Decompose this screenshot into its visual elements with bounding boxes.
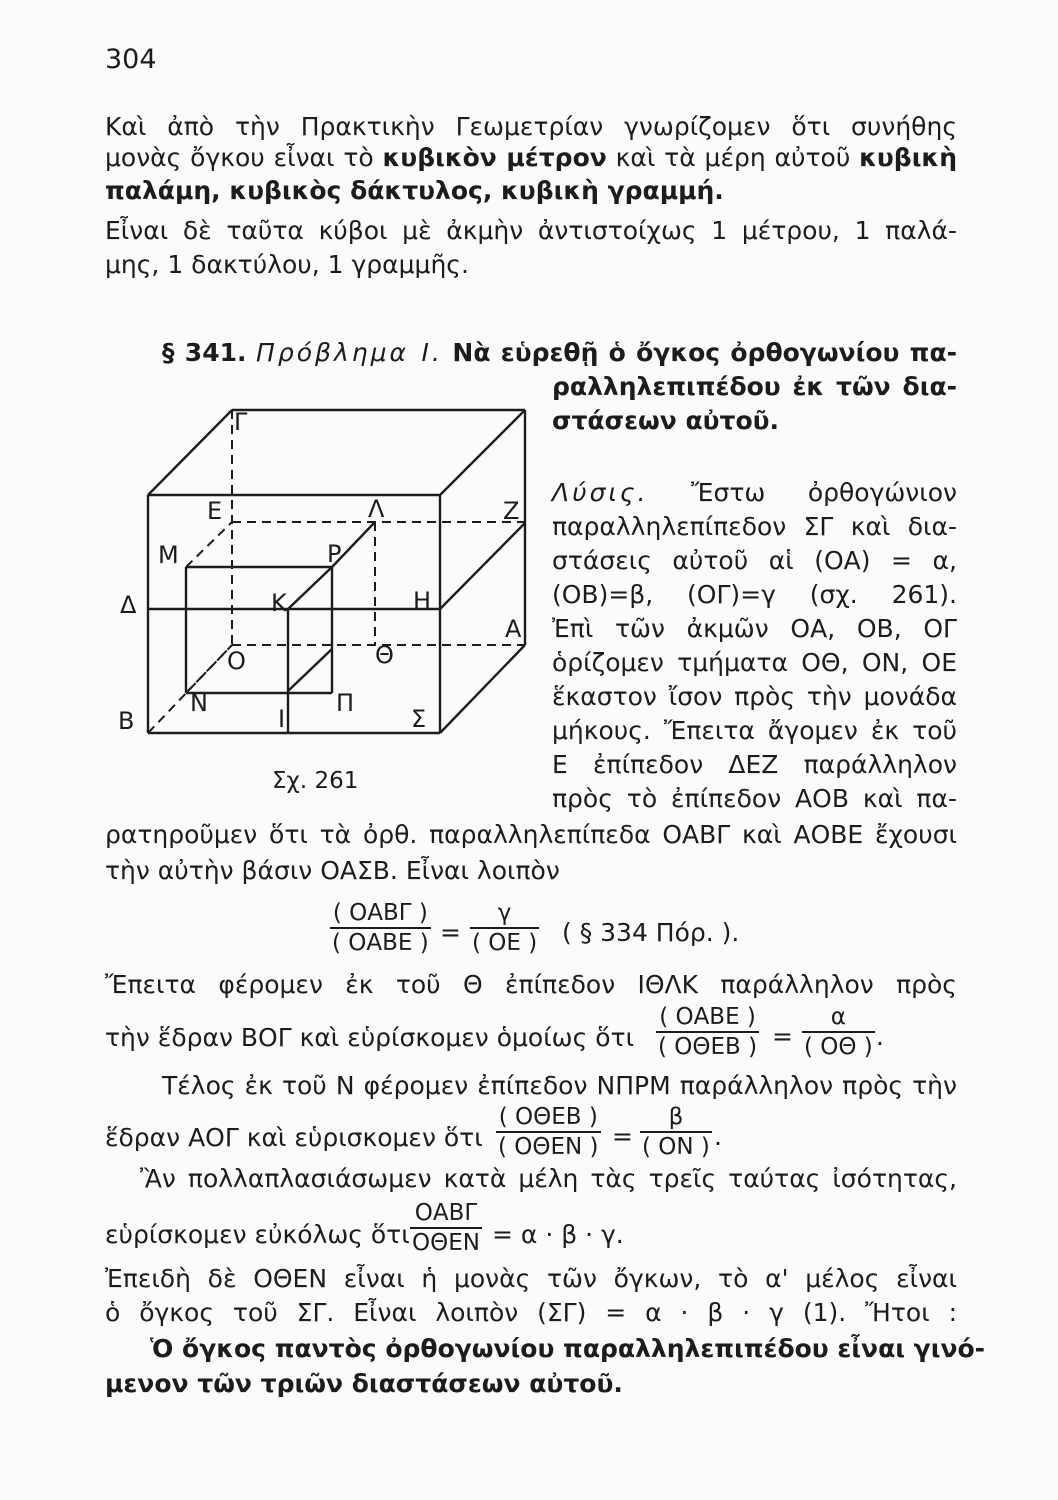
figure-261 (110, 395, 555, 815)
label-beta: Β (118, 707, 135, 735)
period: . (714, 1122, 722, 1151)
equals-sign: = (612, 1122, 633, 1151)
para4-line2: ἕδραν ΑΟΓ καὶ εὑρισκομεν ὅτι (105, 1123, 483, 1152)
numerator: ( ΟΘΕΒ ) (498, 1104, 598, 1130)
label-kappa: Κ (271, 589, 287, 617)
solution-line4: (ΟΒ)=β, (ΟΓ)=γ (σχ. 261). (552, 580, 957, 609)
para4-line1: Τέλος ἐκ τοῦ Ν φέρομεν ἐπίπεδον ΝΠΡΜ παράλληλον πρὸς τὴν (162, 1071, 957, 1100)
label-mu: Μ (158, 541, 179, 569)
edge (288, 649, 332, 691)
eq4-right-side: = α · β · γ. (492, 1220, 624, 1249)
denominator: ( ΟΝ ) (640, 1131, 712, 1160)
problem-text: Νὰ εὑρεθῇ ὁ ὄγκος ὀρθογωνίου πα- (452, 338, 958, 367)
denominator: ( ΟΘΕΒ ) (656, 1031, 759, 1060)
bold-term: κυβικὴ (859, 143, 957, 172)
numerator: γ (497, 900, 512, 926)
figure-caption: Σχ. 261 (272, 768, 359, 794)
numerator: α (830, 1004, 846, 1030)
page-number: 304 (105, 44, 157, 75)
edge (440, 645, 525, 733)
text: καὶ τὰ μέρη αὐτοῦ (606, 143, 860, 172)
label-omicron: Ο (227, 647, 246, 675)
label-zeta: Ζ (503, 497, 520, 525)
para2-line1: Εἶναι δὲ ταῦτα κύβοι μὲ ἀκμὴν ἀντιστοίχως 1 μέτρου, 1 παλά- (105, 216, 957, 245)
numerator: β (668, 1104, 684, 1130)
period: . (876, 1022, 884, 1051)
section-number: § 341. (162, 338, 247, 367)
problem-label: Πρόβλημα I. (256, 338, 443, 367)
eq2-fraction-left (656, 1004, 759, 1060)
label-rho: Ρ (327, 540, 342, 568)
eq1-fraction-right (470, 900, 539, 956)
para1-line2 (105, 143, 957, 173)
denominator: ( ΟΕ ) (470, 927, 539, 956)
problem-line2: ραλληλεπιπέδου ἐκ τῶν δια- (552, 372, 957, 401)
edge (148, 410, 232, 495)
label-epsilon: Ε (207, 497, 223, 525)
edge (440, 410, 525, 495)
label-pi: Π (336, 689, 355, 717)
solution-line7: ἕκαστον ἴσον πρὸς τὴν μονάδα (552, 682, 957, 711)
para3-line2: τὴν ἕδραν ΒΟΓ καὶ εὑρίσκομεν ὁμοίως ὅτι (105, 1023, 635, 1052)
denominator: ΟΘΕΝ (410, 1227, 482, 1256)
solution-line6: ὁρίζομεν τμήματα ΟΘ, ΟΝ, ΟΕ (552, 648, 957, 677)
eq4-fraction (410, 1200, 482, 1256)
label-iota: Ι (278, 705, 286, 733)
solution-line1 (552, 478, 957, 508)
equals-sign: = (772, 1022, 793, 1051)
label-sigma: Σ (411, 705, 427, 733)
para5-line1: Ἂν πολλαπλασιάσωμεν κατὰ μέλη τὰς τρεῖς ταύτας ἰσότητας, (140, 1164, 957, 1193)
solution-line2: παραλληλεπίπεδον ΣΓ καὶ δια- (552, 512, 957, 541)
para1-line3: παλάμη, κυβικὸς δάκτυλος, κυβικὴ γραμμή. (105, 176, 724, 205)
label-eta: Η (413, 587, 432, 615)
text: Ἔστω ὀρθογώνιον (691, 478, 957, 507)
edge (440, 523, 525, 609)
para6-line1: Ἐπειδὴ δὲ ΟΘΕΝ εἶναι ἡ μονὰς τῶν ὄγκων, τὸ α' μέλος εἶναι (105, 1264, 957, 1293)
hidden-edge (186, 522, 232, 567)
para2-line2: μης, 1 δακτύλου, 1 γραμμῆς. (105, 250, 469, 279)
solution-line8: μήκους. Ἔπειτα ἄγομεν ἐκ τοῦ (552, 716, 957, 745)
label-delta: Δ (120, 591, 137, 619)
eq2-fraction-right (802, 1004, 875, 1060)
solution-line5: Ἐπὶ τῶν ἀκμῶν ΟΑ, ΟΒ, ΟΓ (552, 614, 957, 643)
label-theta: Θ (375, 641, 394, 669)
eq1-fraction-left (330, 900, 431, 956)
para1-line1: Καὶ ἀπὸ τὴν Πρακτικὴν Γεωμετρίαν γνωρίζομεν ὅτι συνήθης (105, 112, 957, 141)
problem-heading (162, 338, 957, 368)
label-alpha: Α (505, 615, 522, 643)
denominator: ( ΟΘΕΝ ) (496, 1131, 601, 1160)
solution-line11: ρατηροῦμεν ὅτι τὰ ὀρθ. παραλληλεπίπεδα ΟΑΒΓ καὶ ΑΟΒΕ ἔχουσι (105, 820, 957, 849)
bold-term: κυβικὸν μέτρον (382, 143, 607, 172)
problem-line3: στάσεων αὐτοῦ. (552, 406, 780, 435)
label-lambda: Λ (368, 495, 385, 523)
solution-line10: πρὸς τὸ ἐπίπεδον ΑΟΒ καὶ πα- (552, 784, 957, 813)
denominator: ( ΟΘ ) (802, 1031, 875, 1060)
solution-line3: στάσεις αὐτοῦ αἱ (ΟΑ) = α, (552, 546, 957, 575)
solution-line12: τὴν αὐτὴν βάσιν ΟΑΣΒ. Εἶναι λοιπὸν (105, 856, 560, 885)
solution-label: Λύσις. (552, 478, 649, 507)
solution-line9: Ε ἐπίπεδον ΔΕΖ παράλληλον (552, 750, 957, 779)
para5-line2: εὑρίσκομεν εὐκόλως ὅτι (105, 1220, 410, 1249)
conclusion-line2: μενον τῶν τριῶν διαστάσεων αὐτοῦ. (105, 1369, 623, 1398)
conclusion-line1: Ὁ ὄγκος παντὸς ὀρθογωνίου παραλληλεπιπέδου εἶναι γινό- (150, 1334, 986, 1363)
eq1-reference: ( § 334 Πόρ. ). (562, 918, 740, 947)
label-nu: Ν (190, 689, 208, 717)
edge (288, 567, 332, 609)
numerator: ΟΑΒΓ (414, 1200, 478, 1226)
eq3-fraction-left (496, 1104, 601, 1160)
equals-sign: = (440, 918, 461, 947)
numerator: ( ΟΑΒΕ ) (659, 1004, 756, 1030)
numerator: ( ΟΑΒΓ ) (332, 900, 428, 926)
para6-line2: ὁ ὄγκος τοῦ ΣΓ. Εἶναι λοιπὸν (ΣΓ) = α · β · γ (1). Ἤτοι : (105, 1298, 957, 1327)
para3-line1: Ἔπειτα φέρομεν ἐκ τοῦ Θ ἐπίπεδον ΙΘΛΚ παράλληλον πρὸς (105, 970, 957, 999)
eq3-fraction-right (640, 1104, 712, 1160)
denominator: ( ΟΑΒΕ ) (330, 927, 431, 956)
text: μονὰς ὄγκου εἶναι τὸ (105, 143, 383, 172)
label-gamma: Γ (234, 408, 248, 436)
